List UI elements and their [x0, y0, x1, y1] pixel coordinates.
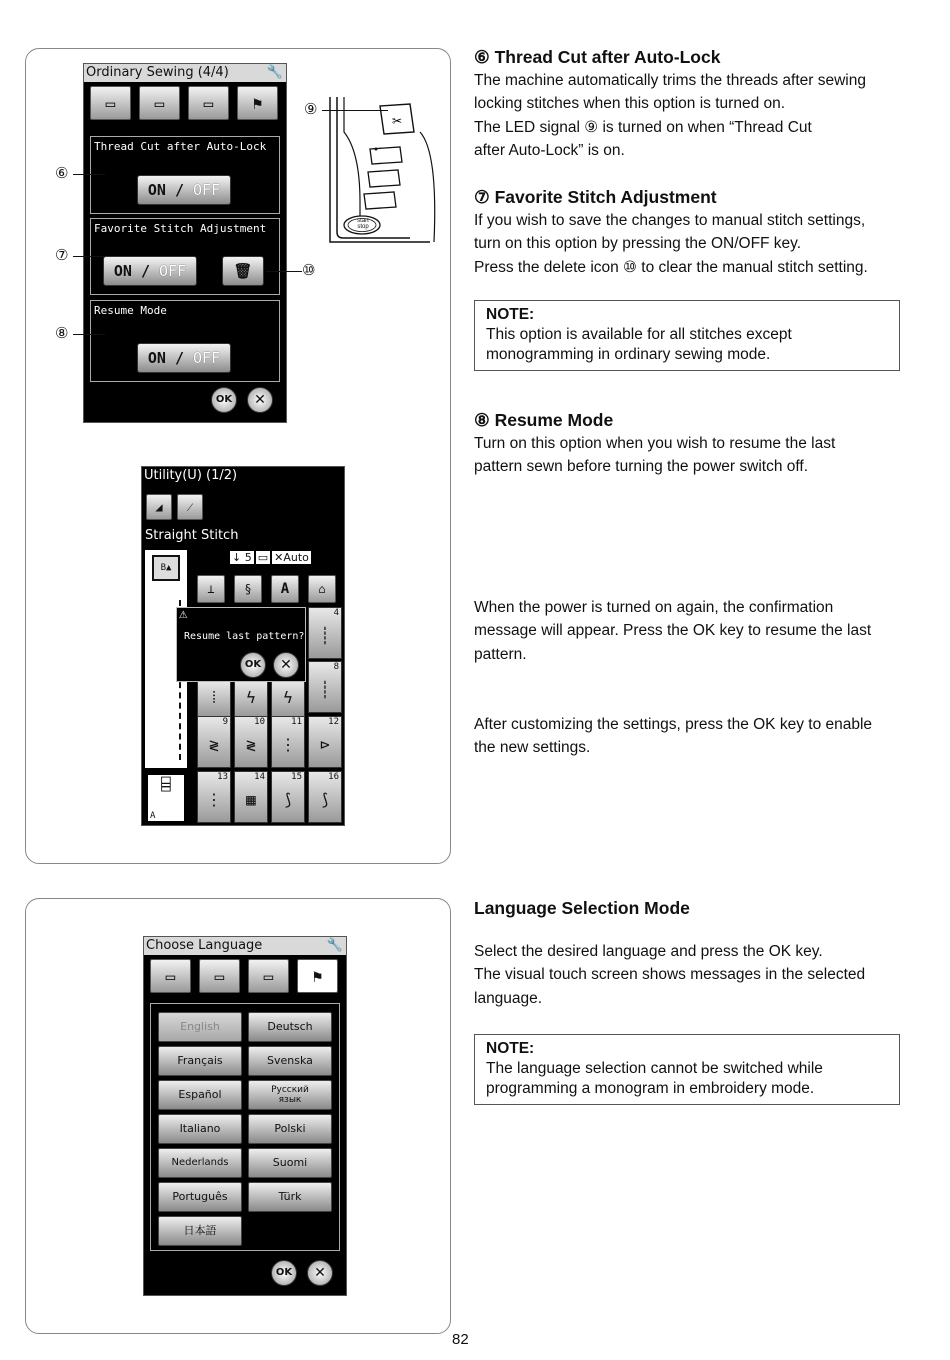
- choose-language-screen: [143, 936, 347, 1296]
- off-label: OFF: [159, 262, 187, 280]
- stitch-key[interactable]: [197, 771, 231, 823]
- presser-foot-letter: A: [150, 811, 156, 821]
- paragraph-line: After customizing the settings, press the OK key to enable: [474, 716, 873, 733]
- tab-ordinary-sewing[interactable]: [199, 959, 240, 993]
- tab-common-setting[interactable]: [90, 86, 131, 120]
- twin-needle-icon: ⁄: [188, 499, 191, 514]
- on-label: ON: [113, 262, 132, 280]
- ok-button[interactable]: OK: [211, 387, 237, 413]
- tab-embroidery[interactable]: [188, 86, 229, 120]
- stitch-key[interactable]: [308, 771, 342, 823]
- tension-value: Auto: [283, 551, 309, 564]
- callout-line-10: [266, 271, 302, 272]
- paragraph-line: language.: [474, 989, 543, 1007]
- stitch-number: 12: [328, 717, 339, 727]
- flag-icon: ⚑: [252, 93, 263, 113]
- screen-title-bar: [142, 467, 344, 485]
- stitch-key[interactable]: [197, 716, 231, 768]
- stitch-icon: ⊳: [320, 735, 330, 754]
- stitch-number: 11: [291, 717, 302, 727]
- embroidery-machine-icon: ▭: [203, 93, 214, 113]
- paragraph-line: the new settings.: [474, 739, 591, 757]
- thread-cut-group: [90, 136, 280, 214]
- section-heading: [474, 46, 914, 69]
- stitch-key[interactable]: [308, 716, 342, 768]
- stitch-key[interactable]: [234, 716, 268, 768]
- favorite-stitch-label: Favorite Stitch Adjustment: [94, 222, 267, 235]
- stitch-icon: ▦: [246, 790, 256, 809]
- note-line: This option is available for all stitches except: [486, 326, 792, 343]
- close-button[interactable]: [247, 387, 273, 413]
- adjust-button[interactable]: [146, 494, 172, 520]
- start-stop-label: start stop: [357, 218, 369, 230]
- screen-title-bar: [144, 937, 346, 955]
- stitch-icon: ⟆: [283, 790, 293, 809]
- shirt-icon: ⌂: [318, 582, 326, 596]
- tab-language[interactable]: [237, 86, 278, 120]
- paragraph-line: The visual touch screen shows messages in the selected: [474, 966, 866, 984]
- section-number: ⑧: [474, 410, 490, 430]
- sewing-machine-icon: ▭: [154, 93, 165, 113]
- callout-line-6: [73, 174, 105, 175]
- machine-setting-icon: ▭: [165, 966, 176, 986]
- settings-tabs: [150, 959, 340, 993]
- note-title: NOTE:: [486, 1040, 535, 1057]
- paragraph-line: When the power is turned on again, the confirmation: [474, 599, 834, 616]
- memory-button[interactable]: [234, 575, 262, 603]
- section-title: Language Selection Mode: [474, 898, 690, 918]
- page-number: 82: [452, 1331, 469, 1348]
- settings-tabs: [90, 86, 280, 120]
- adjust-icon: ◢: [155, 500, 163, 514]
- scissors-icon: ✂: [392, 114, 403, 128]
- mirror-button[interactable]: B▲: [152, 555, 180, 581]
- section-title: Favorite Stitch Adjustment: [494, 187, 717, 207]
- callout-7: ⑦: [55, 246, 69, 264]
- function-buttons: [197, 575, 336, 603]
- stitch-number: 13: [217, 772, 228, 782]
- screen-title: Utility(U) (1/2): [144, 468, 238, 483]
- stitch-icon: ⋮: [206, 790, 222, 809]
- resume-dialog: [176, 607, 306, 682]
- stitch-number: 8: [333, 662, 339, 672]
- paragraph-line: If you wish to save the changes to manual stitch settings,: [474, 212, 866, 229]
- paragraph-line: locking stitches when this option is turned on.: [474, 95, 786, 113]
- stitch-key[interactable]: [234, 771, 268, 823]
- resume-mode-group: [90, 300, 280, 382]
- feed-dog-icon: ▭: [257, 551, 269, 564]
- paragraph-line: after Auto-Lock” is on.: [474, 141, 625, 159]
- presser-foot-icon: ⌸: [161, 775, 171, 794]
- screen-title-bar: [84, 64, 286, 82]
- paragraph-line: Press the delete icon ⑩ to clear the manual stitch setting.: [474, 258, 868, 276]
- language-espanol[interactable]: Español: [158, 1080, 242, 1110]
- paragraph-line: The machine automatically trims the threads after sewing: [474, 72, 866, 89]
- stitch-program-button[interactable]: [197, 575, 225, 603]
- alphabet-button[interactable]: [271, 575, 299, 603]
- callout-9: ⑨: [304, 100, 318, 118]
- paragraph-line: message will appear. Press the OK key to resume the last: [474, 622, 872, 640]
- paragraph-line: pattern sewn before turning the power switch off.: [474, 458, 809, 476]
- stitch-icon: ≷: [246, 735, 256, 754]
- language-svenska[interactable]: Svenska: [248, 1046, 332, 1076]
- stitch-key[interactable]: [271, 681, 305, 717]
- indicator-strip: [230, 551, 311, 564]
- stitch-key[interactable]: [234, 681, 268, 717]
- stitch-length-indicator: ↓ 5: [232, 551, 252, 564]
- stitch-key[interactable]: [197, 681, 231, 717]
- on-label: ON: [147, 349, 166, 367]
- stitch-number: 4: [333, 608, 339, 618]
- stitch-number: 16: [328, 772, 339, 782]
- note-box-stitches: [474, 300, 900, 371]
- callout-line-9: [322, 110, 388, 111]
- ordinary-sewing-screen: [83, 63, 287, 423]
- language-list: [150, 1003, 340, 1251]
- stitch-icon: ┊: [320, 626, 330, 645]
- favorite-stitch-on-off-button[interactable]: ON / OFF: [103, 256, 197, 286]
- note-line: The language selection cannot be switched while: [486, 1060, 823, 1077]
- stitch-key[interactable]: [308, 661, 342, 713]
- stitch-icon: ⟆: [320, 790, 330, 809]
- section-thread-cut: [474, 46, 914, 162]
- close-icon: ✕: [254, 392, 266, 408]
- note-box-language: [474, 1034, 900, 1105]
- note-line: programming a monogram in embroidery mode.: [486, 1080, 815, 1097]
- ok-button[interactable]: OK: [271, 1260, 297, 1286]
- close-button[interactable]: [307, 1260, 333, 1286]
- paragraph-power-on: [474, 596, 914, 666]
- alphabet-icon: A: [280, 581, 290, 597]
- language-suomi[interactable]: Suomi: [248, 1148, 332, 1178]
- callout-line-7: [73, 256, 105, 257]
- stitch-name: Straight Stitch: [145, 528, 239, 543]
- stitch-icon: ⋮: [280, 735, 296, 754]
- section-favorite-stitch: [474, 186, 914, 279]
- language-francais[interactable]: Français: [158, 1046, 242, 1076]
- wrench-icon: 🔧: [326, 938, 343, 953]
- favorite-stitch-group: [90, 218, 280, 295]
- stitch-icon: ⦙: [212, 688, 216, 707]
- close-icon: ✕: [280, 657, 292, 673]
- thread-cut-label: Thread Cut after Auto-Lock: [94, 140, 267, 153]
- thread-tension-indicator: ✕Auto: [274, 551, 309, 564]
- paragraph-line: turn on this option by pressing the ON/OFF key.: [474, 235, 802, 253]
- section-heading: [474, 409, 914, 432]
- stitch-icon: ≷: [209, 735, 219, 754]
- paragraph-line: Turn on this option when you wish to resume the last: [474, 435, 836, 452]
- flag-icon: ⚑: [312, 966, 323, 986]
- language-japanese[interactable]: 日本語: [158, 1216, 242, 1246]
- section-title: Thread Cut after Auto-Lock: [494, 47, 721, 67]
- callout-6: ⑥: [55, 164, 69, 182]
- resume-mode-label: Resume Mode: [94, 304, 167, 317]
- paragraph-line: Select the desired language and press the OK key.: [474, 943, 823, 960]
- stitch-key[interactable]: [271, 716, 305, 768]
- close-icon: ✕: [314, 1265, 326, 1281]
- wrench-icon: 🔧: [266, 65, 283, 80]
- off-label: OFF: [193, 181, 221, 199]
- machine-setting-icon: ▭: [105, 93, 116, 113]
- language-italiano[interactable]: Italiano: [158, 1114, 242, 1144]
- presser-foot-indicator: [148, 775, 184, 821]
- tab-embroidery[interactable]: [248, 959, 289, 993]
- screen-title: Ordinary Sewing (4/4): [86, 65, 229, 80]
- language-turk[interactable]: Türk: [248, 1182, 332, 1212]
- memory-icon: §: [244, 582, 252, 596]
- section-title: Resume Mode: [494, 410, 614, 430]
- on-label: ON: [147, 181, 166, 199]
- embroidery-machine-icon: ▭: [263, 966, 274, 986]
- stitch-number: 10: [254, 717, 265, 727]
- delete-setting-button[interactable]: [222, 256, 264, 286]
- off-label: OFF: [193, 349, 221, 367]
- stitch-number: 14: [254, 772, 265, 782]
- language-portugues[interactable]: Português: [158, 1182, 242, 1212]
- dialog-ok-button[interactable]: OK: [240, 652, 266, 678]
- stitch-number: 9: [222, 717, 228, 727]
- stitch-icon: ϟ: [246, 688, 256, 707]
- trash-icon: 🗑: [233, 262, 253, 280]
- section-language-selection: [474, 897, 914, 1010]
- section-heading: [474, 186, 914, 209]
- stitch-key[interactable]: [308, 607, 342, 659]
- language-polski[interactable]: Polski: [248, 1114, 332, 1144]
- paragraph-line: pattern.: [474, 645, 527, 663]
- thread-cut-on-off-button[interactable]: ON / OFF: [137, 175, 231, 205]
- resume-dialog-message: Resume last pattern?: [184, 631, 305, 642]
- screen-title: Choose Language: [146, 938, 263, 953]
- utility-screen: [141, 466, 345, 826]
- paragraph-after-customizing: [474, 713, 914, 760]
- language-russian[interactable]: Русский язык: [248, 1080, 332, 1110]
- home-button[interactable]: [308, 575, 336, 603]
- resume-mode-on-off-button[interactable]: ON / OFF: [137, 343, 231, 373]
- language-deutsch[interactable]: Deutsch: [248, 1012, 332, 1042]
- section-resume-mode: [474, 409, 914, 479]
- paragraph-line: The LED signal ⑨ is turned on when “Thread Cut: [474, 118, 812, 136]
- section-number: ⑥: [474, 47, 490, 67]
- callout-8: ⑧: [55, 324, 69, 342]
- sewing-machine-icon: ▭: [214, 966, 225, 986]
- stitch-number: 15: [291, 772, 302, 782]
- warning-icon: ⚠: [179, 606, 188, 622]
- dialog-close-button[interactable]: [273, 652, 299, 678]
- stitch-icon: ϟ: [283, 688, 293, 707]
- language-english[interactable]: English: [158, 1012, 242, 1042]
- note-title: NOTE:: [486, 306, 535, 323]
- stitch-icon: ┊: [320, 680, 330, 699]
- needle-button[interactable]: [177, 494, 203, 520]
- lock-stitch-icon: ⊥: [207, 582, 215, 596]
- note-line: monogramming in ordinary sewing mode.: [486, 346, 771, 363]
- callout-line-8: [73, 334, 105, 335]
- tab-common-setting[interactable]: [150, 959, 191, 993]
- callout-10: ⑩: [302, 261, 316, 279]
- stitch-length-value: 5: [244, 551, 252, 564]
- utility-top-icons: [146, 494, 203, 520]
- stitch-key[interactable]: [271, 771, 305, 823]
- tab-ordinary-sewing[interactable]: [139, 86, 180, 120]
- section-number: ⑦: [474, 187, 490, 207]
- language-nederlands[interactable]: Nederlands: [158, 1148, 242, 1178]
- tab-language[interactable]: [297, 959, 338, 993]
